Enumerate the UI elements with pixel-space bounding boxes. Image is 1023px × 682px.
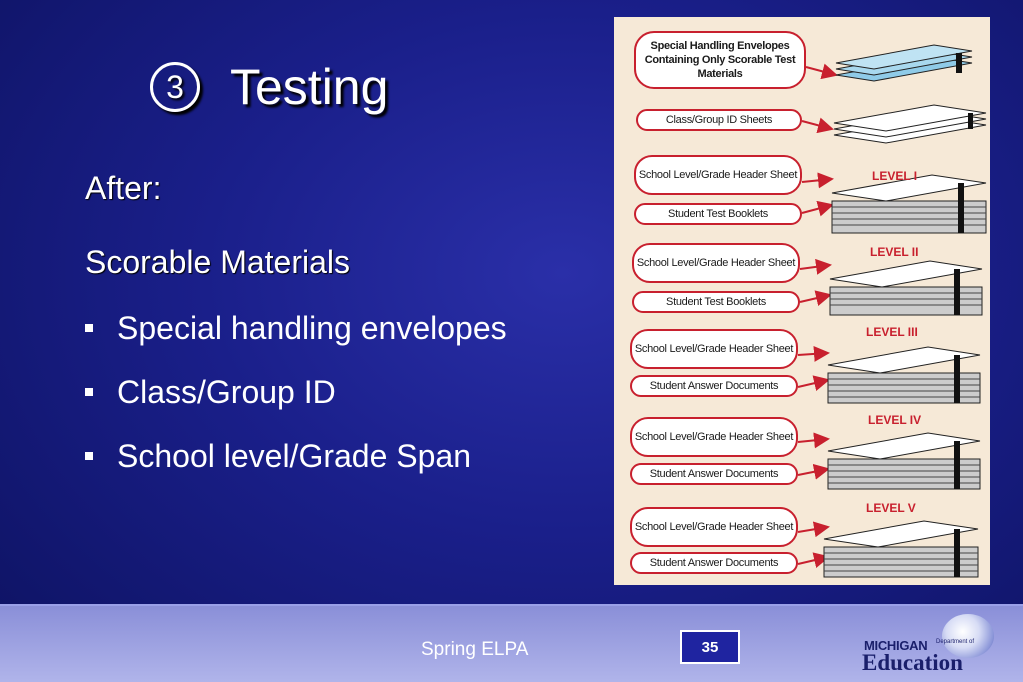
level-label: LEVEL V — [866, 501, 916, 515]
header-sheet-label: School Level/Grade Header Sheet — [632, 243, 800, 283]
envelopes-label: Special Handling Envelopes Containing Only Scorable Test Materials — [634, 31, 806, 89]
header-sheet-label: School Level/Grade Header Sheet — [634, 155, 802, 195]
bullet-item: School level/Grade Span — [85, 436, 507, 476]
title-text: Testing — [230, 59, 389, 115]
header-sheet-label: School Level/Grade Header Sheet — [630, 417, 798, 457]
level-label: LEVEL I — [872, 169, 918, 183]
bullet-square-icon — [85, 324, 93, 332]
after-label: After: — [85, 170, 162, 206]
page-number: 35 — [680, 630, 740, 664]
answer-docs-label: Student Answer Documents — [630, 552, 798, 574]
test-booklets-label: Student Test Booklets — [634, 203, 802, 225]
header-sheet-label: School Level/Grade Header Sheet — [630, 507, 798, 547]
answer-docs-label: Student Answer Documents — [630, 463, 798, 485]
bullet-square-icon — [85, 388, 93, 396]
bullet-list — [85, 308, 507, 500]
level-label: LEVEL III — [866, 325, 918, 339]
bullet-item: Class/Group ID — [85, 372, 507, 412]
envelope-stack — [836, 45, 972, 81]
header-sheet-label: School Level/Grade Header Sheet — [630, 329, 798, 369]
slide-title — [150, 58, 388, 116]
class-group-label: Class/Group ID Sheets — [636, 109, 802, 131]
bullet-square-icon — [85, 452, 93, 460]
body-text — [85, 170, 350, 318]
packing-diagram — [614, 17, 990, 585]
title-number-circle: 3 — [150, 62, 200, 112]
level-label: LEVEL IV — [868, 413, 922, 427]
test-booklets-label: Student Test Booklets — [632, 291, 800, 313]
answer-docs-label: Student Answer Documents — [630, 375, 798, 397]
michigan-education-logo: MICHIGAN Department of Education — [862, 612, 1002, 678]
bullet-item: Special handling envelopes — [85, 308, 507, 348]
level-label: LEVEL II — [870, 245, 919, 259]
subhead-scorable: Scorable Materials — [85, 244, 350, 280]
footer-text: Spring ELPA — [421, 639, 529, 660]
